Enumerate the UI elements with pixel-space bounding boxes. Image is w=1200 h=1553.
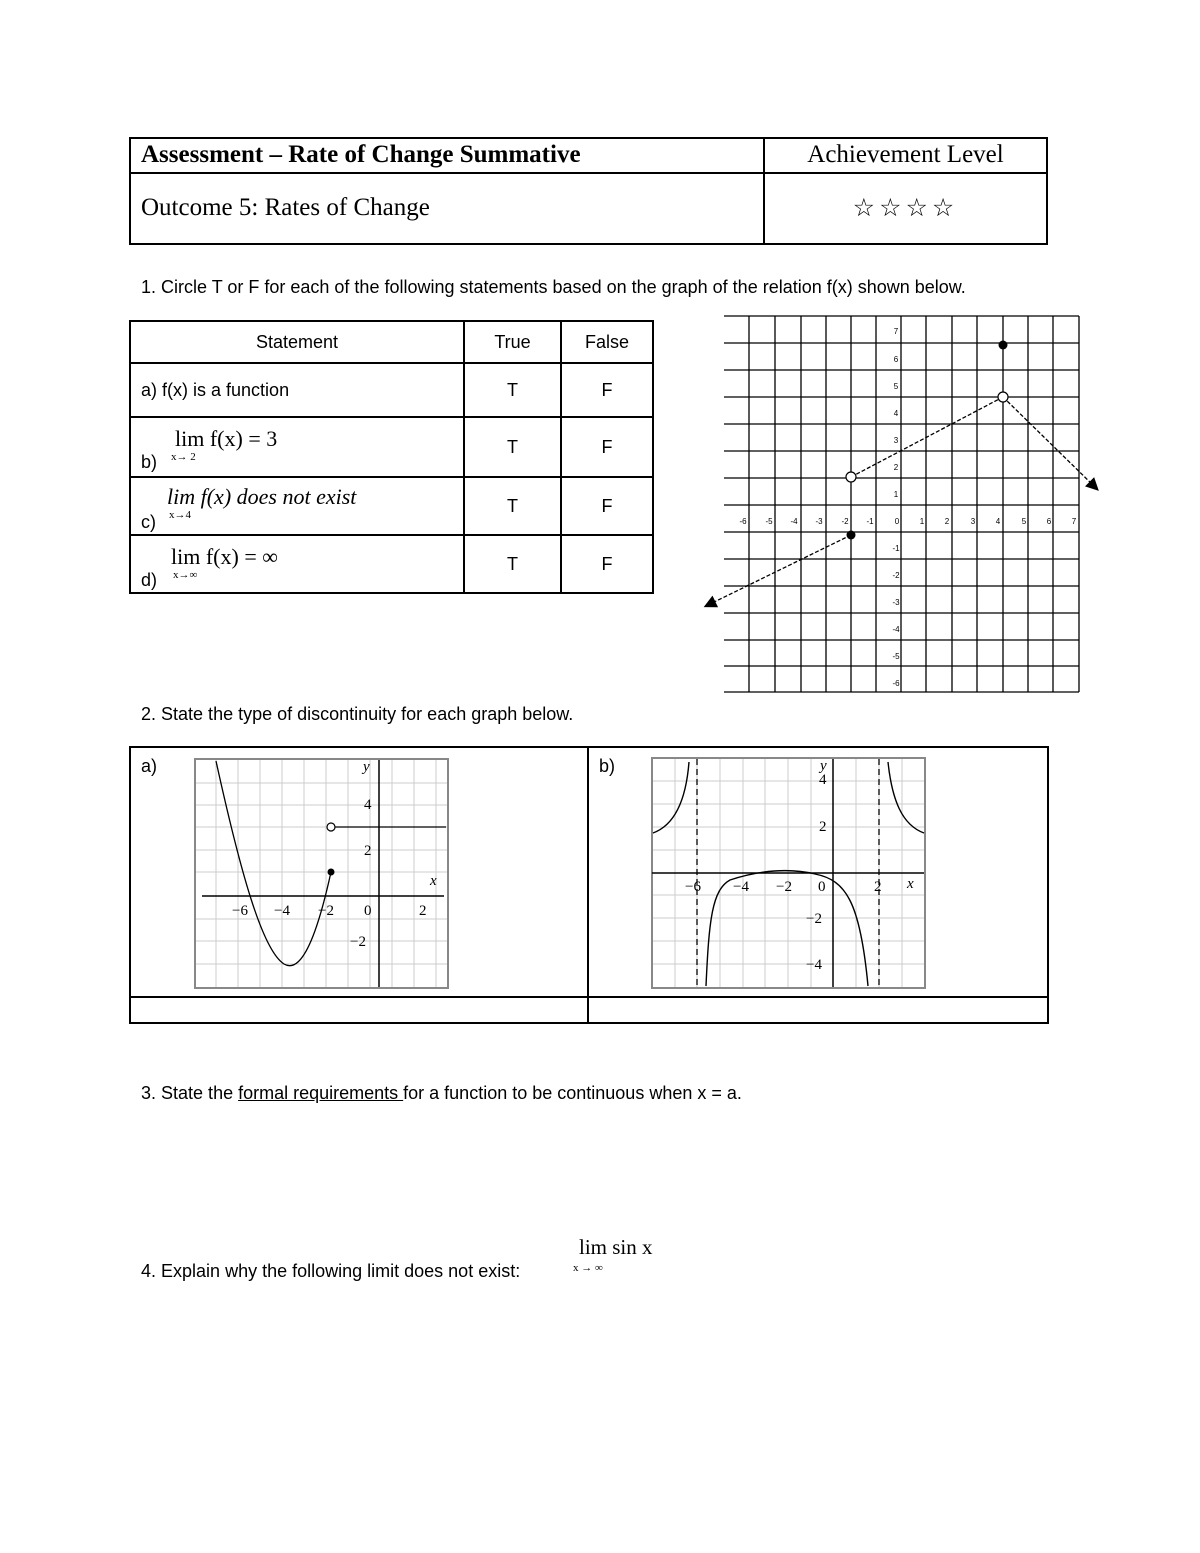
y-tick-label: 4 [893,409,899,418]
x-tick-label: −6 [232,903,248,919]
outcome-label: Outcome 5: Rates of Change [130,173,764,244]
x-tick-label: 2 [874,879,882,895]
y-tick-label: 2 [364,843,372,859]
y-tick-label: 5 [893,382,899,391]
false-option[interactable]: F [561,535,653,593]
closed-point [847,531,856,540]
true-false-table [129,320,654,594]
table-row [130,535,653,593]
achievement-stars: ☆☆☆☆ [764,173,1047,244]
x-tick-label: -3 [815,517,823,526]
true-option[interactable]: T [464,535,561,593]
closed-point [999,341,1008,350]
y-tick-label: 2 [893,463,899,472]
question-3-text-before: State the [161,1083,239,1103]
limit-subscript: x→ 2 [171,451,196,463]
x-tick-label: 0 [364,903,372,919]
statement-d [130,535,464,593]
y-tick-label: −4 [806,957,822,973]
x-tick-label: -2 [841,517,849,526]
relation-segment-left [706,535,851,606]
x-tick-label: −2 [776,879,792,895]
row-label: a) [141,379,158,400]
relation-graph [700,312,1110,702]
y-tick-label: 1 [893,490,899,499]
x-tick-label: −6 [685,879,701,895]
row-label: c) [141,512,156,532]
table-row [130,363,653,417]
x-tick-label: 5 [1021,517,1027,526]
x-tick-label: 6 [1046,517,1052,526]
relation-segment-middle [851,397,1003,477]
true-option[interactable]: T [464,417,561,477]
x-axis-label: x [430,873,437,889]
table-row [130,477,653,535]
y-tick-label: −2 [806,911,822,927]
y-tick-label: 2 [819,819,827,835]
grid-lines [724,316,1079,692]
y-tick-label: 3 [893,436,899,445]
statement-text: f(x) is a function [162,379,290,400]
y-tick-label: 4 [819,772,827,788]
x-tick-label: -6 [739,517,747,526]
x-tick-label: -5 [765,517,773,526]
question-1-number: 1. [141,277,157,297]
column-header-true: True [464,321,561,363]
question-1 [141,277,966,298]
x-tick-label: 2 [944,517,950,526]
x-tick-label: 4 [995,517,1001,526]
answer-b-field[interactable] [588,997,1048,1023]
x-axis-label: x [907,876,914,892]
x-tick-label: 7 [1071,517,1077,526]
question-4-limit-subscript: x → ∞ [573,1262,603,1274]
question-4-text: Explain why the following limit does not exist: [161,1261,521,1281]
relation-segment-right [1003,397,1097,489]
question-3 [141,1083,742,1104]
column-header-statement: Statement [130,321,464,363]
y-tick-label: -2 [892,571,900,580]
closed-point [328,869,335,876]
question-4-limit: lim sin x [579,1235,653,1259]
header-table [129,137,1048,245]
question-2-number: 2. [141,704,157,724]
open-point [998,392,1008,402]
y-axis-label: y [820,758,827,774]
graph-b [649,755,929,991]
x-tick-label: −4 [274,903,290,919]
true-option[interactable]: T [464,477,561,535]
x-tick-label: −2 [318,903,334,919]
graph-a-frame [195,759,448,988]
y-tick-label: 4 [364,797,372,813]
y-tick-label: 6 [893,355,899,364]
question-4 [141,1261,520,1282]
question-3-text-after: for a function to be continuous when x = a. [403,1083,742,1103]
statement-b [130,417,464,477]
row-label: d) [141,570,158,590]
y-tick-label: -5 [892,652,900,661]
question-3-number: 3. [141,1083,157,1103]
y-tick-label: -1 [892,544,900,553]
question-4-number: 4. [141,1261,157,1281]
y-tick-label: 7 [893,327,899,336]
open-point [846,472,856,482]
x-tick-label: 2 [419,903,427,919]
true-option[interactable]: T [464,363,561,417]
question-1-text: Circle T or F for each of the following statements based on the graph of the relation f(x) shown below. [161,277,966,297]
x-tick-label: -1 [866,517,874,526]
graph-a [193,757,450,991]
y-tick-label: −2 [350,934,366,950]
limit-expression: lim f(x) = 3 [175,426,278,451]
limit-subscript: x→∞ [173,569,198,581]
question-2-text: State the type of discontinuity for each graph below. [161,704,574,724]
achievement-level-label: Achievement Level [764,138,1047,173]
x-tick-label: 3 [970,517,976,526]
x-tick-label: 0 [894,517,900,526]
answer-a-field[interactable] [130,997,588,1023]
statement-c [130,477,464,535]
x-tick-label: −4 [733,879,749,895]
limit-expression: lim f(x) = ∞ [171,544,278,569]
limit-expression: lim f(x) does not exist [167,484,357,509]
x-tick-label: 1 [919,517,925,526]
open-point [327,823,335,831]
column-header-false: False [561,321,653,363]
y-tick-label: -3 [892,598,900,607]
y-tick-label: -6 [892,679,900,688]
question-3-underlined: formal requirements [238,1083,404,1103]
table-row [130,417,653,477]
graph-a-label: a) [141,756,158,776]
false-option[interactable]: F [561,477,653,535]
graph-b-label: b) [599,756,616,776]
statement-a [130,363,464,417]
question-2 [141,704,573,725]
row-label: b) [141,452,158,472]
x-tick-label: 0 [818,879,826,895]
limit-subscript: x→4 [169,509,191,521]
false-option[interactable]: F [561,363,653,417]
y-tick-label: -4 [892,625,900,634]
x-tick-label: -4 [790,517,798,526]
assessment-title: Assessment – Rate of Change Summative [130,138,764,173]
y-axis-label: y [363,759,370,775]
false-option[interactable]: F [561,417,653,477]
